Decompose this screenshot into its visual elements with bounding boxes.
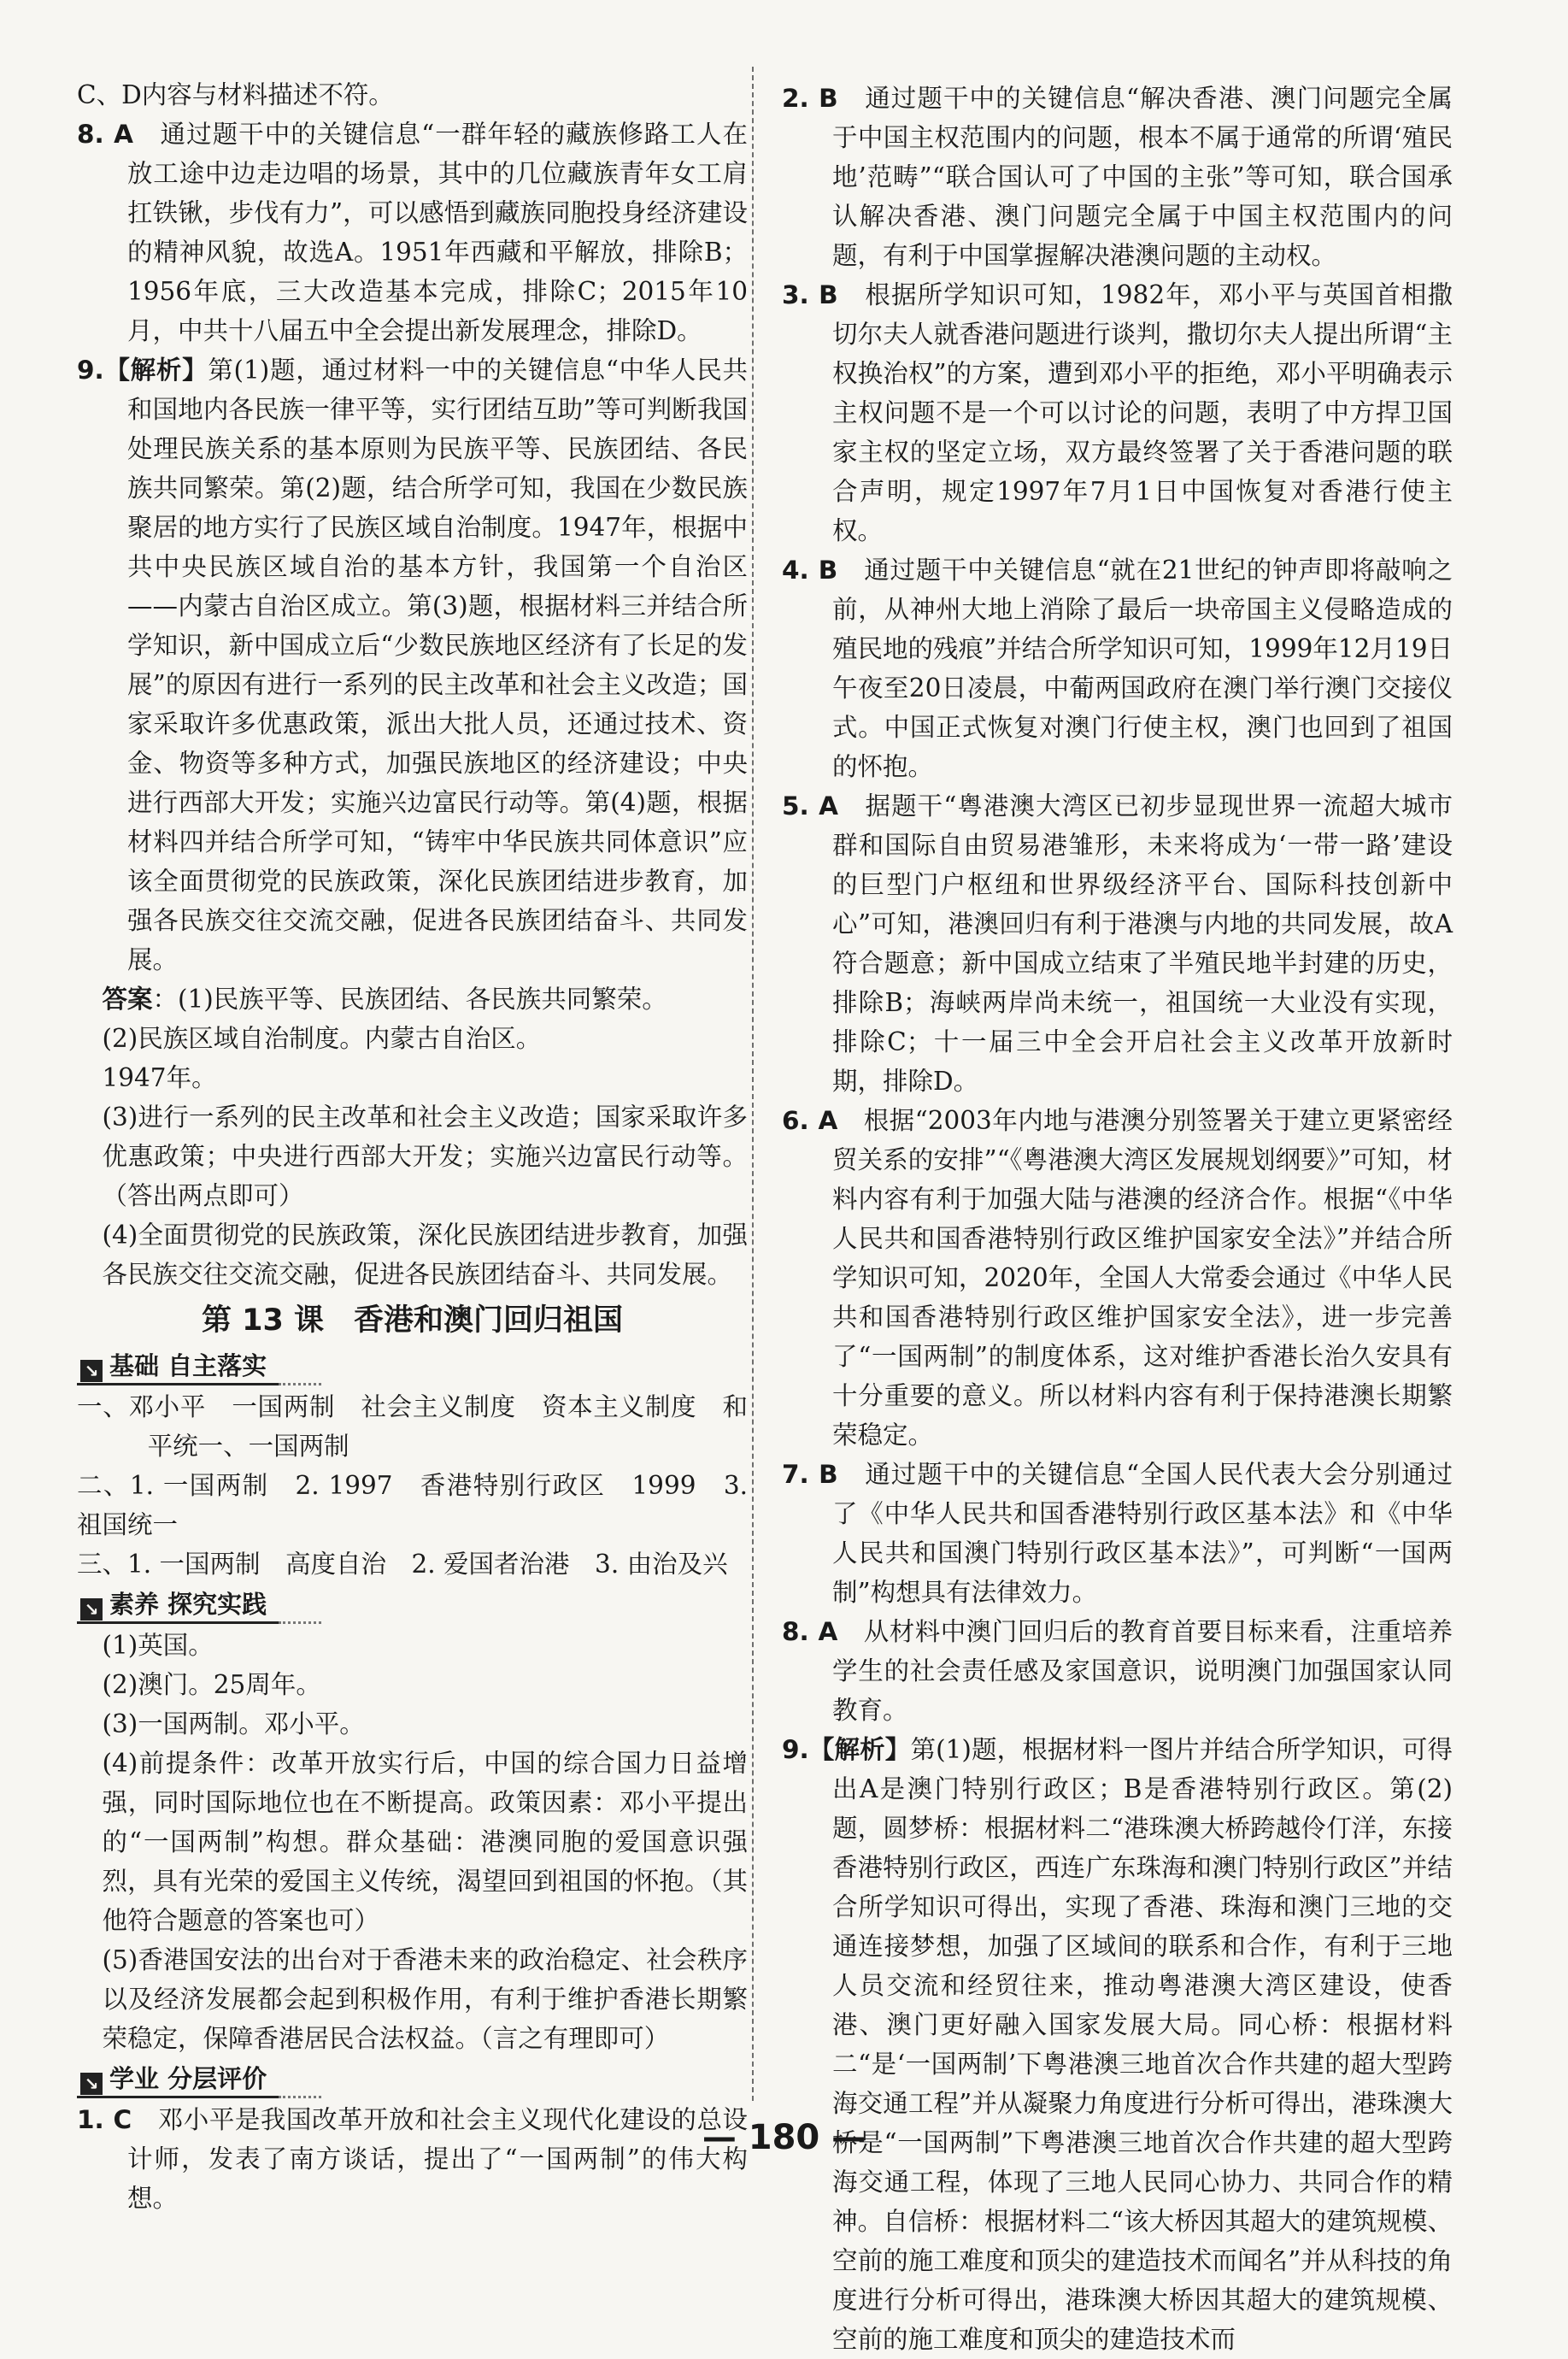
item-text: 邓小平是我国改革开放和社会主义现代化建设的总设计师，发表了南方谈话，提出了“一国两制”的伟大构想。 — [127, 2105, 748, 2213]
item-number: 9.【解析】 — [782, 1735, 911, 1764]
item-number: 8. A — [77, 120, 133, 149]
answer-item-3 — [782, 275, 1453, 550]
item-number: 6. A — [782, 1106, 838, 1135]
continued-text: C、D内容与材料描述不符。 — [77, 80, 394, 109]
section-header-evaluation: ↘ 学业 分层评价 — [77, 2062, 279, 2098]
item-number: 3. B — [782, 280, 838, 309]
page-number: — 180 — — [702, 2118, 866, 2157]
item-text: 从材料中澳门回归后的教育首要目标来看，注重培养学生的社会责任感及家国意识，说明澳门加强国家认同教育。 — [832, 1617, 1453, 1725]
answer-line-4: (4)全面贯彻党的民族政策，深化民族团结进步教育，加强各民族交往交流交融，促进各民族团结奋斗、共同发展。 — [102, 1221, 748, 1289]
item-text: 根据所学知识可知，1982年，邓小平与英国首相撒切尔夫人就香港问题进行谈判，撒切尔夫人提出所谓“主权换治权”的方案，遭到邓小平的拒绝，邓小平明确表示主权问题不是一个可以讨论的问题，表明了中方捍卫国家主权的坚定立场，双方最终签署了关于香港问题的联合声明，规定1997年7月1日中国恢复对香港行使主权。 — [832, 280, 1453, 545]
item-number: 9.【解析】 — [77, 356, 208, 385]
arrow-icon: ↘ — [80, 1360, 103, 1382]
arrow-icon: ↘ — [80, 1598, 103, 1621]
answer-item-2 — [782, 79, 1453, 275]
answer-item-8 — [782, 1612, 1453, 1730]
arrow-icon: ↘ — [80, 2073, 103, 2095]
section-header-basic: ↘ 基础 自主落实 — [77, 1349, 279, 1385]
explore-answer-1: (1)英国。 — [102, 1631, 214, 1660]
item-text: 第(1)题，根据材料一图片并结合所学知识，可得出A是澳门特别行政区；B是香港特别行政区。第(2)题，圆梦桥：根据材料二“港珠澳大桥跨越伶仃洋，东接香港特别行政区，西连广东珠海和澳门特别行政区”并结合所学知识可得出，实现了香港、珠海和澳门三地的交通连接梦想，加强了区域间的联系和合作，有利于三地人员交流和经贸往来，推动粤港澳大湾区建设，使香港、澳门更好融入国家发展大局。同心桥：根据材料二“是‘一国两制’下粤港澳三地首次合作共建的超大型跨海交通工程”并从凝聚力角度进行分析可得出，港珠澳大桥是“一国两制”下粤港澳三地首次合作共建的超大型跨海交通工程，体现了三地人民同心协力、共同合作的精神。自信桥：根据材料二“该大桥因其超大的建筑规模、空前的施工难度和顶尖的建造技术而闻名”并从科技的角度进行分析可得出，港珠澳大桥因其超大的建筑规模、空前的施工难度和顶尖的建造技术而 — [832, 1735, 1453, 2354]
answer-item-7 — [782, 1455, 1453, 1612]
answer-item-4 — [782, 550, 1453, 786]
item-text: 通过题干中的关键信息“解决香港、澳门问题完全属于中国主权范围内的问题，根本不属于通常的所谓‘殖民地’范畴”“联合国认可了中国的主张”等可知，联合国承认解决香港、澳门问题完全属于中国主权范围内的问题，有利于中国掌握解决港澳问题的主动权。 — [832, 84, 1453, 270]
answer-line-1: 答案：(1)民族平等、民族团结、各民族共同繁荣。 — [102, 984, 667, 1014]
item-number: 4. B — [782, 556, 838, 585]
item-text: 据题干“粤港澳大湾区已初步显现世界一流超大城市群和国际自由贸易港雏形，未来将成为‘一带一路’建设的巨型门户枢纽和世界级经济平台、国际科技创新中心”可知，港澳回归有利于港澳与内地的共同发展，故A符合题意；新中国成立结束了半殖民地半封建的历史，排除B；海峡两岸尚未统一，祖国统一大业没有实现，排除C；十一届三中全会开启社会主义改革开放新时期，排除D。 — [832, 791, 1453, 1096]
left-column — [77, 75, 748, 2218]
section-header-explore: ↘ 素养 探究实践 — [77, 1587, 279, 1624]
item-number: 5. A — [782, 791, 838, 821]
item-text: 通过题干中的关键信息“一群年轻的藏族修路工人在放工途中边走边唱的场景，其中的几位藏族青年女工肩扛铁锹，步伐有力”，可以感悟到藏族同胞投身经济建设的精神风貌，故选A。1951年西藏和平解放，排除B；1956年底，三大改造基本完成，排除C；2015年10月，中共十八届五中全会提出新发展理念，排除D。 — [127, 120, 748, 345]
item-number: 1. C — [77, 2105, 132, 2134]
column-divider — [752, 67, 754, 2101]
explore-answer-3: (3)一国两制。邓小平。 — [102, 1709, 365, 1738]
basic-answer-2: 二、1. 一国两制 2. 1997 香港特别行政区 1999 3. 祖国统一 — [77, 1471, 748, 1539]
explore-answer-4: (4)前提条件：改革开放实行后，中国的综合国力日益增强，同时国际地位也在不断提高。政策因素：邓小平提出的“一国两制”构想。群众基础：港澳同胞的爱国意识强烈，具有光荣的爱国主义传统，渴望回到祖国的怀抱。（其他符合题意的答案也可） — [102, 1749, 748, 1935]
answer-line-2: (2)民族区域自治制度。内蒙古自治区。 — [102, 1024, 542, 1053]
explore-answer-2: (2)澳门。25周年。 — [102, 1670, 321, 1699]
item-text: 根据“2003年内地与港澳分别签署关于建立更紧密经贸关系的安排”“《粤港澳大湾区发展规划纲要》”可知，材料内容有利于加强大陆与港澳的经济合作。根据“《中华人民共和国香港特别行政区维护国家安全法》”并结合所学知识可知，2020年，全国人大常委会通过《中华人民共和国香港特别行政区维护国家安全法》，进一步完善了“一国两制”的制度体系，这对维护香港长治久安具有十分重要的意义。所以材料内容有利于保持港澳长期繁荣稳定。 — [832, 1106, 1453, 1450]
answer-line-2b: 1947年。 — [102, 1063, 217, 1092]
answer-item-8 — [77, 115, 748, 350]
basic-answer-3: 三、1. 一国两制 高度自治 2. 爱国者治港 3. 由治及兴 — [77, 1550, 728, 1579]
item-text: 通过题干中关键信息“就在21世纪的钟声即将敲响之前，从神州大地上消除了最后一块帝国主义侵略造成的殖民地的残痕”并结合所学知识可知，1999年12月19日午夜至20日凌晨，中葡两国政府在澳门举行澳门交接仪式。中国正式恢复对澳门行使主权，澳门也回到了祖国的怀抱。 — [832, 556, 1453, 781]
item-number: 2. B — [782, 84, 838, 113]
explore-answer-5: (5)香港国安法的出台对于香港未来的政治稳定、社会秩序以及经济发展都会起到积极作用，有利于维护香港长期繁荣稳定，保障香港居民合法权益。（言之有理即可） — [102, 1945, 748, 2053]
item-number: 7. B — [782, 1460, 838, 1489]
item-text: 通过题干中的关键信息“全国人民代表大会分别通过了《中华人民共和国香港特别行政区基本法》和《中华人民共和国澳门特别行政区基本法》”，可判断“一国两制”构想具有法律效力。 — [832, 1460, 1453, 1607]
answer-item-5 — [782, 786, 1453, 1101]
lesson-title: 第 13 课 香港和澳门回归祖国 — [201, 1303, 624, 1338]
answer-item-9 — [782, 1730, 1453, 2359]
answer-item-9 — [77, 350, 748, 979]
answer-item-6 — [782, 1101, 1453, 1455]
item-text: 第(1)题，通过材料一中的关键信息“中华人民共和国地内各民族一律平等，实行团结互助”等可判断我国处理民族关系的基本原则为民族平等、民族团结、各民族共同繁荣。第(2)题，结合所学可知，我国在少数民族聚居的地方实行了民族区域自治制度。1947年，根据中共中央民族区域自治的基本方针，我国第一个自治区——内蒙古自治区成立。第(3)题，根据材料三并结合所学知识，新中国成立后“少数民族地区经济有了长足的发展”的原因有进行一系列的民主改革和社会主义改造；国家采取许多优惠政策，派出大批人员，还通过技术、资金、物资等多种方式，加强民族地区的经济建设；中央进行西部大开发；实施兴边富民行动等。第(4)题，根据材料四并结合所学可知，“铸牢中华民族共同体意识”应该全面贯彻党的民族政策，深化民族团结进步教育，加强各民族交往交流交融，促进各民族团结奋斗、共同发展。 — [127, 356, 748, 974]
item-number: 8. A — [782, 1617, 838, 1646]
basic-answer-1: 一、邓小平 一国两制 社会主义制度 资本主义制度 和平统一、一国两制 — [77, 1392, 748, 1461]
right-column — [782, 79, 1453, 2359]
answer-label: 答案 — [102, 984, 153, 1014]
answer-line-3: (3)进行一系列的民主改革和社会主义改造；国家采取许多优惠政策；中央进行西部大开发；实施兴边富民行动等。（答出两点即可） — [102, 1103, 748, 1210]
